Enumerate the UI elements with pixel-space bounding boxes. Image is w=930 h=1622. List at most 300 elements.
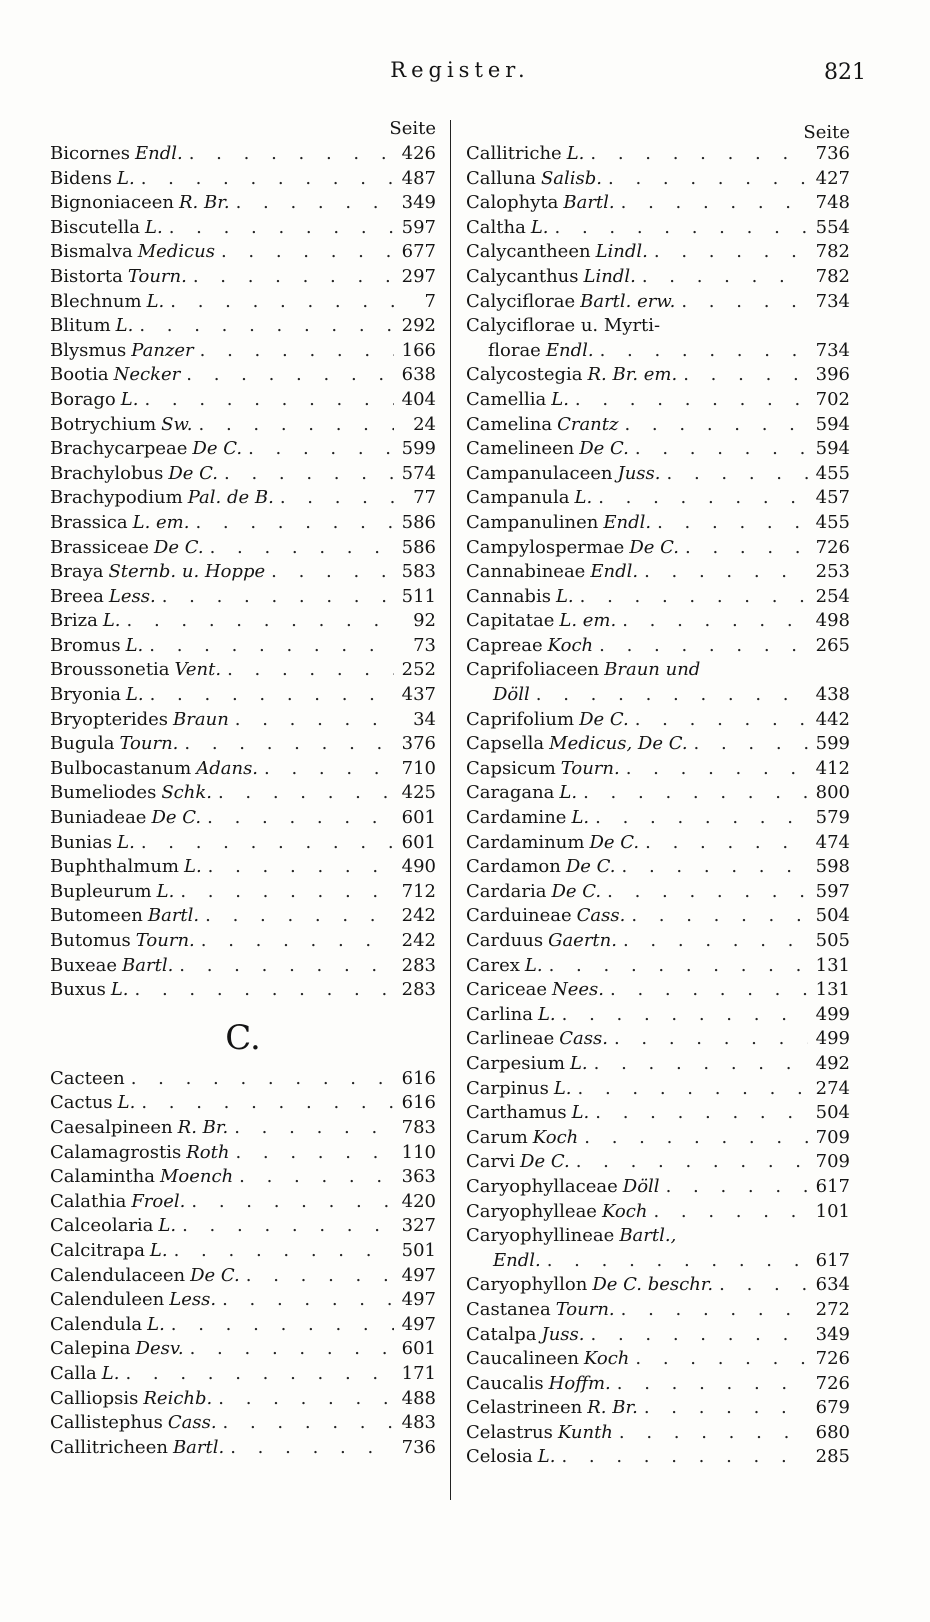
register-entry — [50, 757, 436, 782]
register-entry — [50, 855, 436, 880]
entry-page: 77 — [413, 487, 436, 509]
entry-name: Bupleurum — [50, 880, 152, 902]
leader-dots — [642, 265, 808, 290]
entry-name: Caltha — [466, 216, 526, 238]
entry-name: Capitatae — [466, 610, 555, 632]
entry-author: Koch — [547, 634, 594, 656]
register-entry — [50, 437, 436, 462]
entry-page: 252 — [401, 659, 436, 681]
entry-name: Bicornes — [50, 143, 130, 164]
entry-page: 586 — [401, 536, 436, 558]
entry-page: 601 — [401, 1338, 436, 1360]
entry-author: L. — [149, 1239, 168, 1261]
entry-page: 285 — [815, 1446, 850, 1468]
entry-name: Capsicum — [466, 757, 556, 779]
entry-author: L. — [158, 1215, 177, 1237]
entry-author: Juss. — [617, 462, 661, 484]
leader-dots — [561, 1445, 808, 1470]
register-column-left — [50, 116, 436, 1460]
entry-author: Cass. — [559, 1028, 608, 1050]
register-entry — [50, 1190, 436, 1215]
entry-author: Roth — [186, 1141, 230, 1163]
entry-author: De C. — [629, 536, 679, 558]
register-entry — [50, 1264, 436, 1289]
entry-name: Butomeen — [50, 905, 143, 927]
register-entry — [50, 683, 436, 708]
entry-author: L. em. — [559, 610, 617, 632]
leader-dots — [218, 781, 394, 806]
entry-author: L. — [101, 1362, 120, 1384]
entry-page: 34 — [413, 708, 436, 730]
leader-dots — [205, 904, 394, 929]
entry-author: Bartl. — [122, 954, 174, 976]
register-entry — [50, 142, 436, 167]
entry-author: Bartl., — [619, 1225, 677, 1247]
entry-author: De C. — [153, 536, 204, 558]
entry-name: Campylospermae — [466, 536, 625, 558]
entry-page: 734 — [815, 290, 850, 312]
leader-dots — [694, 732, 808, 757]
entry-name: Botrychium — [50, 413, 157, 435]
register-entry — [50, 339, 436, 364]
leader-dots — [180, 880, 394, 905]
register-entry — [466, 167, 850, 192]
register-entry — [50, 1091, 436, 1116]
leader-dots — [193, 265, 394, 290]
entry-name: Celastrus — [466, 1421, 553, 1443]
register-column-right — [466, 116, 850, 1470]
leader-dots — [619, 1421, 808, 1446]
entry-page: 499 — [815, 1003, 850, 1025]
entry-page: 420 — [401, 1190, 436, 1212]
register-entry — [50, 1411, 436, 1436]
entry-name: Biscutella — [50, 216, 141, 238]
entry-page: 283 — [401, 979, 436, 1001]
entry-author: Salisb. — [540, 167, 602, 189]
entry-author: Braun und — [604, 659, 701, 681]
register-entry — [50, 265, 436, 290]
entry-page: 265 — [815, 634, 850, 656]
register-entry — [50, 904, 436, 929]
register-entry — [466, 634, 850, 659]
register-entry — [466, 831, 850, 856]
register-entry — [50, 806, 436, 831]
entry-page: 583 — [401, 561, 436, 583]
entry-author: De C. — [168, 462, 219, 484]
register-entry — [50, 880, 436, 905]
leader-dots — [580, 585, 808, 610]
entry-author: Medicus, De C. — [549, 733, 688, 755]
leader-dots — [595, 1101, 808, 1126]
page-number: 821 — [824, 60, 866, 85]
entry-name: Cacteen — [50, 1067, 125, 1089]
entry-author: L. em. — [132, 511, 190, 533]
register-entry — [50, 388, 436, 413]
register-entry — [50, 167, 436, 192]
leader-dots — [230, 1436, 394, 1461]
entry-name: Calliopsis — [50, 1387, 139, 1409]
register-entry — [50, 1141, 436, 1166]
leader-dots — [667, 462, 809, 487]
entry-name: Calluna — [466, 167, 536, 189]
entry-name: Broussonetia — [50, 659, 170, 681]
register-entry — [466, 1052, 850, 1077]
entry-name: Calycanthus — [466, 265, 579, 287]
entry-name: Braya — [50, 561, 104, 583]
register-entry — [50, 1337, 436, 1362]
register-entry — [466, 732, 850, 757]
entry-author: Kunth — [557, 1421, 613, 1443]
entry-name: Brassiceae — [50, 536, 149, 558]
entry-author: Döll — [493, 684, 530, 706]
entry-name: Bulbocastanum — [50, 757, 192, 779]
entry-author: L. — [115, 315, 134, 337]
leader-dots — [685, 536, 808, 561]
leader-dots — [654, 240, 808, 265]
register-entry — [466, 1003, 850, 1028]
leader-dots — [595, 806, 808, 831]
leader-dots — [549, 954, 808, 979]
entry-page: 679 — [815, 1397, 850, 1419]
register-entry — [466, 929, 850, 954]
entry-page: 726 — [815, 1348, 850, 1370]
entry-author: L. — [524, 954, 543, 976]
entry-author: Endl. — [590, 561, 639, 583]
entry-author: L. — [117, 167, 135, 189]
entry-page: 638 — [401, 364, 436, 386]
entry-name: Calendulaceen — [50, 1264, 186, 1286]
register-entry — [466, 1347, 850, 1372]
register-entry — [466, 880, 850, 905]
entry-page: 166 — [401, 339, 436, 361]
entry-name: Castanea — [466, 1298, 551, 1320]
leader-dots — [207, 806, 394, 831]
entry-name: Bumeliodes — [50, 782, 157, 804]
entry-author: L. — [571, 1102, 590, 1124]
register-entry — [466, 781, 850, 806]
entry-name: Caragana — [466, 782, 555, 804]
entry-name: Bryonia — [50, 684, 121, 706]
entry-author: Koch — [583, 1348, 630, 1370]
leader-dots — [174, 1239, 394, 1264]
entry-author: Cass. — [167, 1412, 217, 1434]
leader-dots — [591, 1323, 809, 1348]
entry-name: Brachycarpeae — [50, 438, 188, 460]
register-entry — [466, 486, 850, 511]
register-entry — [466, 511, 850, 536]
entry-author: L. — [156, 880, 175, 902]
leader-dots — [590, 142, 808, 167]
leader-dots — [644, 1396, 808, 1421]
entry-page: 349 — [401, 192, 436, 214]
leader-dots — [264, 757, 394, 782]
leader-dots — [150, 683, 394, 708]
entry-page: 702 — [815, 388, 850, 410]
entry-name: Cannabineae — [466, 561, 586, 583]
leader-dots — [135, 978, 395, 1003]
entry-name: Calamintha — [50, 1166, 155, 1188]
register-entry — [466, 339, 850, 364]
entry-page: 505 — [815, 930, 850, 951]
leader-dots — [719, 1273, 808, 1298]
entry-page: 782 — [815, 241, 850, 263]
entry-name: Celosia — [466, 1446, 533, 1468]
leader-dots — [598, 486, 808, 511]
entry-author: L. — [117, 1092, 136, 1114]
entry-author: Pal. de B. — [187, 487, 274, 509]
entry-name: Carthamus — [466, 1102, 567, 1124]
entry-author: De C. — [190, 1264, 240, 1286]
entry-page: 425 — [401, 782, 436, 804]
leader-dots — [536, 683, 808, 708]
entry-page: 492 — [815, 1052, 850, 1074]
register-entry — [466, 1323, 850, 1348]
register-entry — [50, 560, 436, 585]
entry-page: 734 — [815, 339, 850, 361]
entry-author: L. — [145, 216, 163, 238]
leader-dots — [600, 339, 808, 364]
register-entry — [466, 978, 850, 1003]
entry-page: 426 — [401, 143, 436, 164]
entry-page: 404 — [401, 388, 436, 410]
entry-page: 292 — [401, 315, 436, 337]
entry-name: Bryopterides — [50, 708, 169, 730]
entry-name: Brassica — [50, 511, 128, 533]
entry-author: Reichb. — [143, 1387, 213, 1409]
entry-page: 254 — [815, 585, 850, 607]
leader-dots — [189, 142, 394, 167]
entry-author: De C. beschr. — [592, 1274, 714, 1296]
entry-name: Brachylobus — [50, 462, 164, 484]
register-entry — [466, 560, 850, 585]
entry-name: Cardamine — [466, 807, 567, 829]
entry-page: 601 — [401, 831, 436, 853]
entry-name: Butomus — [50, 930, 131, 951]
register-entry — [50, 1067, 436, 1092]
entry-page: 736 — [401, 1436, 436, 1458]
entry-page: 283 — [401, 954, 436, 976]
entry-name: Bistorta — [50, 265, 123, 287]
entry-author: L. — [183, 856, 202, 878]
entry-page: 457 — [815, 487, 850, 509]
entry-author: Schk. — [161, 782, 212, 804]
entry-page: 92 — [413, 610, 436, 632]
leader-dots — [645, 831, 808, 856]
entry-author: Froel. — [131, 1190, 186, 1212]
entry-page: 242 — [401, 905, 436, 927]
leader-dots — [623, 929, 808, 954]
entry-name: Calycostegia — [466, 364, 583, 386]
register-entry — [50, 290, 436, 315]
entry-author: De C. — [151, 807, 202, 829]
register-entry — [50, 708, 436, 733]
entry-page: 349 — [815, 1323, 850, 1345]
entry-page: 504 — [815, 1102, 850, 1124]
register-entry — [466, 1175, 850, 1200]
entry-author: R. Br. — [177, 1116, 229, 1138]
entry-page: 171 — [401, 1362, 436, 1384]
entry-name: Cariceae — [466, 979, 547, 1001]
leader-dots — [199, 413, 395, 438]
entry-name: Carlineae — [466, 1028, 555, 1050]
leader-dots — [239, 1165, 394, 1190]
entry-page: 634 — [815, 1274, 850, 1296]
leader-dots — [547, 1249, 808, 1274]
entry-author: L. — [102, 610, 121, 632]
entry-author: Tourn. — [560, 757, 620, 779]
entry-page: 710 — [401, 757, 436, 779]
leader-dots — [182, 1214, 394, 1239]
entry-name: Camelina — [466, 413, 553, 435]
entry-author: De C. — [520, 1151, 570, 1173]
leader-dots — [562, 1003, 808, 1028]
entry-name: Caryophyllon — [466, 1274, 588, 1296]
entry-author: Sternb. u. Hoppe — [108, 561, 266, 583]
entry-page: 272 — [815, 1298, 850, 1320]
entry-name: Buphthalmum — [50, 856, 179, 878]
leader-dots — [171, 1313, 394, 1338]
register-entry — [466, 265, 850, 290]
leader-dots — [234, 1116, 394, 1141]
entry-name: Calenduleen — [50, 1289, 165, 1311]
entry-author: Nees. — [551, 979, 604, 1001]
entry-author: Lindl. — [583, 265, 636, 287]
entry-author: L. — [120, 388, 139, 410]
entry-author: De C. — [589, 831, 640, 853]
entry-name: Calceolaria — [50, 1215, 154, 1237]
entry-page: 487 — [401, 167, 436, 189]
entry-page: 327 — [401, 1215, 436, 1237]
entry-author: L. — [125, 634, 144, 656]
leader-dots — [631, 904, 808, 929]
entry-page: 726 — [815, 536, 850, 558]
entry-name: Callitriche — [466, 143, 562, 164]
leader-dots — [221, 240, 394, 265]
column-heading: Seite — [389, 118, 436, 139]
entry-page: 442 — [815, 708, 850, 730]
entry-name: Campanulaceen — [466, 462, 613, 484]
entry-page: 490 — [401, 856, 436, 878]
leader-dots — [235, 708, 394, 733]
register-entry — [50, 1288, 436, 1313]
entry-author: Endl. — [545, 339, 594, 361]
leader-dots — [224, 462, 394, 487]
leader-dots — [210, 536, 394, 561]
entry-author: Desv. — [135, 1338, 184, 1360]
entry-author: Panzer — [131, 339, 194, 361]
leader-dots — [666, 1175, 808, 1200]
entry-author: De C. — [551, 880, 602, 902]
register-entry — [466, 1273, 850, 1298]
entry-author: Bartl. erw. — [580, 290, 676, 312]
entry-page: 412 — [815, 757, 850, 779]
entry-name: Calepina — [50, 1338, 131, 1360]
entry-page: 427 — [815, 167, 850, 189]
leader-dots — [280, 486, 394, 511]
entry-name: Carlina — [466, 1003, 533, 1025]
entry-name: Blitum — [50, 315, 111, 337]
entry-author: De C. — [579, 708, 629, 730]
leader-dots — [201, 929, 394, 954]
entry-author: Moench — [159, 1166, 234, 1188]
register-entry — [466, 585, 850, 610]
register-entry — [466, 806, 850, 831]
register-entry — [50, 1165, 436, 1190]
register-entry — [466, 708, 850, 733]
register-entry — [50, 462, 436, 487]
entry-page: 617 — [815, 1175, 850, 1197]
entry-author: Hoffm. — [548, 1372, 611, 1394]
register-entry — [466, 609, 850, 634]
register-entry — [50, 929, 436, 954]
entry-name: Caryophyllaceae — [466, 1175, 618, 1197]
register-entry — [50, 486, 436, 511]
entry-page: 616 — [401, 1092, 436, 1114]
register-entry — [466, 1126, 850, 1151]
entry-page: 574 — [401, 462, 436, 484]
entry-page: 7 — [424, 290, 436, 312]
leader-dots — [681, 290, 808, 315]
entry-name: Caryophylleae — [466, 1200, 597, 1222]
leader-dots — [248, 437, 394, 462]
column-heading: Seite — [803, 122, 850, 143]
entry-page: 586 — [401, 511, 436, 533]
leader-dots — [169, 216, 394, 241]
register-entry — [466, 683, 850, 708]
leader-dots — [236, 191, 394, 216]
leader-dots — [607, 880, 808, 905]
leader-dots — [190, 1337, 394, 1362]
entry-page: 554 — [815, 216, 850, 238]
entry-author: Vent. — [174, 659, 222, 681]
register-entry — [466, 1372, 850, 1397]
entry-name: florae — [488, 339, 541, 361]
leader-dots — [635, 1347, 808, 1372]
entry-page: 748 — [815, 192, 850, 214]
leader-dots — [578, 1077, 809, 1102]
entry-name: Camellia — [466, 388, 547, 410]
entry-name: Capsella — [466, 733, 545, 755]
entry-name: Cactus — [50, 1092, 113, 1114]
entry-page: 474 — [815, 831, 850, 853]
entry-page: 579 — [815, 807, 850, 829]
entry-author: Tourn. — [119, 733, 179, 755]
register-entry — [50, 1116, 436, 1141]
register-entry — [466, 1150, 850, 1175]
entry-page: 594 — [815, 413, 850, 435]
leader-dots — [191, 1190, 394, 1215]
entry-page: 101 — [815, 1200, 850, 1222]
leader-dots — [200, 339, 394, 364]
entry-name: Calcitrapa — [50, 1239, 145, 1261]
entry-name: Bunias — [50, 831, 113, 853]
register-entry — [466, 290, 850, 315]
entry-name: Bismalva — [50, 241, 133, 263]
entry-list-c — [50, 1067, 436, 1461]
register-entry — [50, 831, 436, 856]
leader-dots — [271, 560, 394, 585]
register-entry — [50, 1362, 436, 1387]
entry-author: R. Br. — [179, 192, 230, 214]
entry-page: 597 — [815, 880, 850, 902]
leader-dots — [614, 1027, 808, 1052]
entry-page: 499 — [815, 1028, 850, 1050]
section-letter: C. — [225, 1017, 261, 1058]
entry-author: Cass. — [576, 905, 626, 927]
entry-name: Calendula — [50, 1313, 143, 1335]
entry-name: Blechnum — [50, 290, 142, 312]
entry-name: Caucalis — [466, 1372, 544, 1394]
